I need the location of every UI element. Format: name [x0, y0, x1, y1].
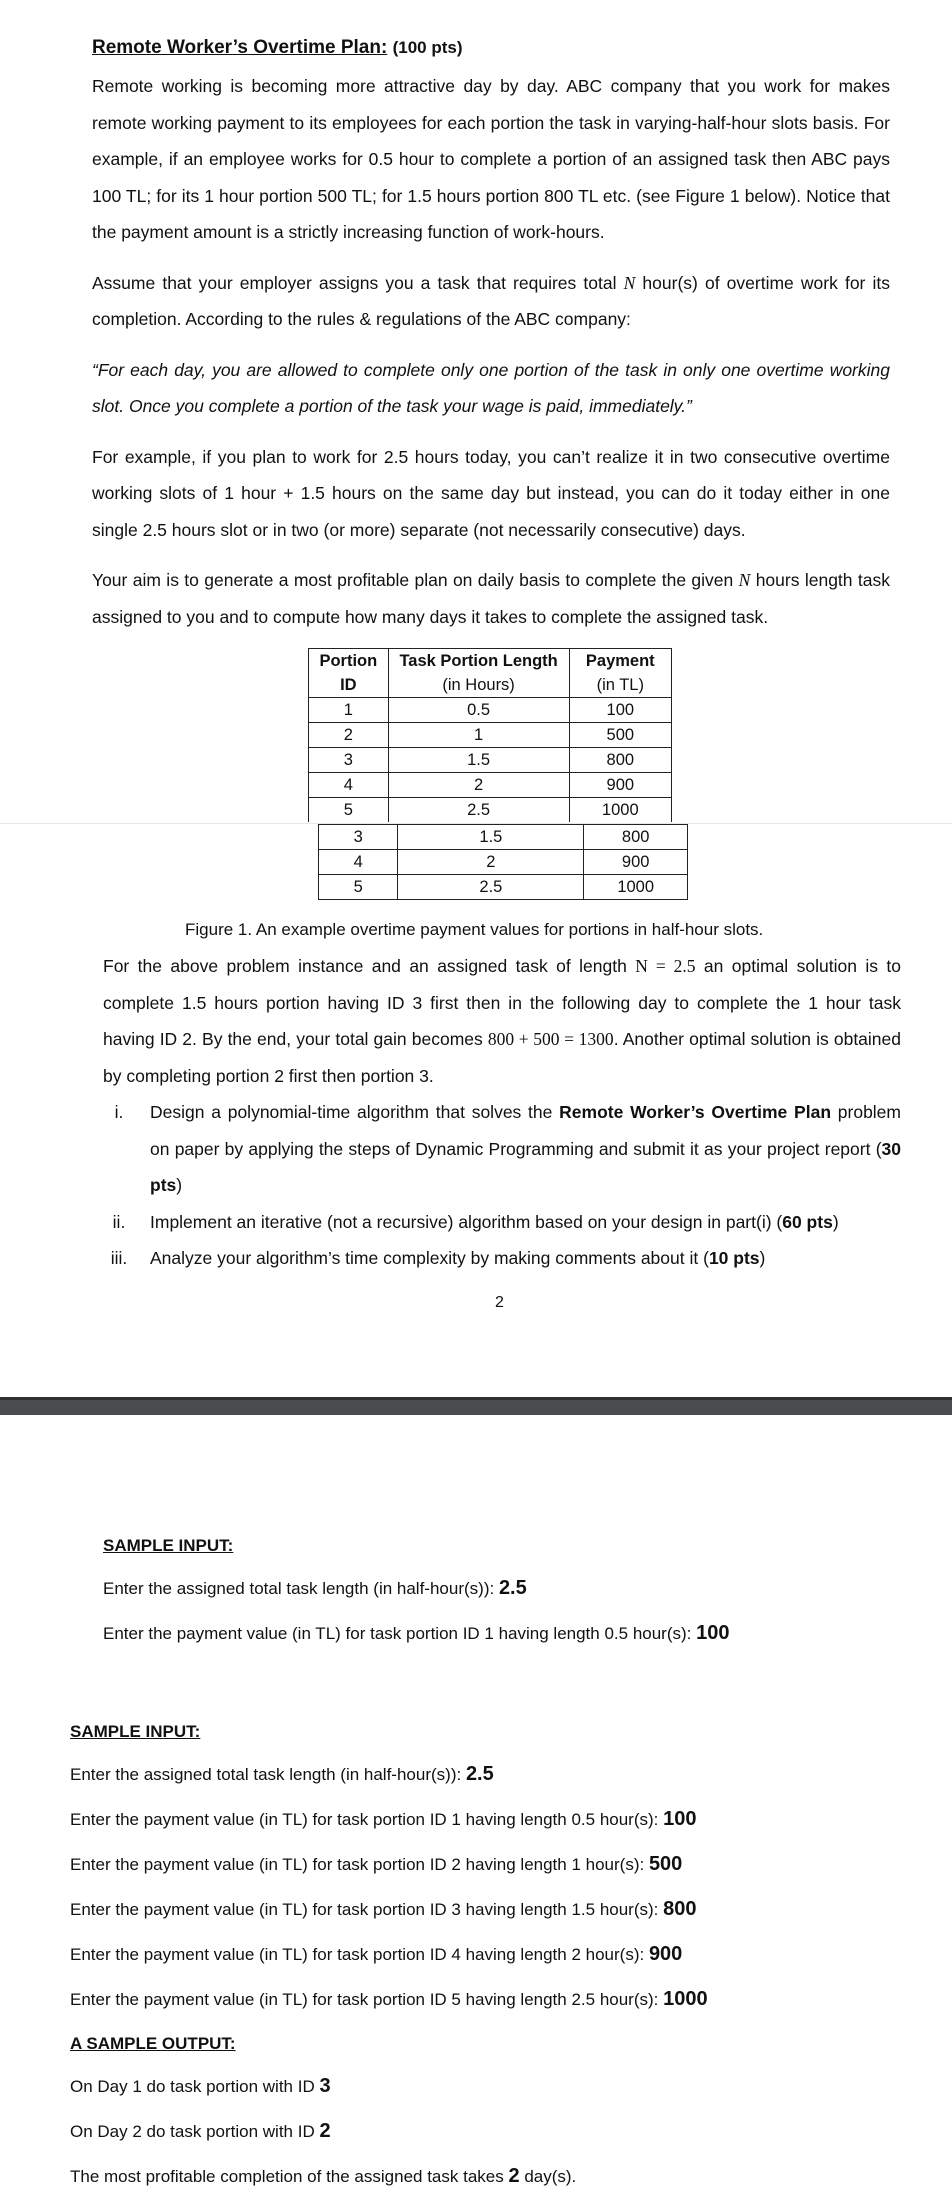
table-row: 1 0.5 100	[309, 698, 672, 723]
list-item: i. Design a polynomial-time algorithm that solves the Remote Worker’s Overtime Plan problem on paper by applying the steps of Dynamic Programming and submit it as your project report (30 pts)	[114, 1102, 901, 1195]
sample-output-line: The most profitable completion of the assigned task takes 2 day(s).	[70, 2165, 577, 2187]
sample-input-line: Enter the assigned total task length (in half-hour(s)): 2.5	[103, 1577, 527, 1599]
intro-paragraph: Remote working is becoming more attractive day by day. ABC company that you work for makes remote working payment to its employees for each portion the task in varying-half-hour slots basis. For example, if an employee works for 0.5 hour to complete a portion of an assigned task then ABC pays 100 TL; for its 1 hour portion 500 TL; for 1.5 hours portion 800 TL etc. (see Figure 1 below). Notice that the payment amount is a strictly increasing function of work-hours.	[92, 76, 890, 242]
math-n: N	[738, 570, 751, 590]
sample-input-line: Enter the payment value (in TL) for task portion ID 2 having length 1 hour(s): 500	[70, 1853, 683, 1875]
page-number: 2	[495, 1294, 504, 1311]
payment-table-continued	[318, 824, 688, 900]
sample-input-line: Enter the payment value (in TL) for task portion ID 4 having length 2 hour(s): 900	[70, 1943, 683, 1965]
sample-output-line: On Day 2 do task portion with ID 2	[70, 2120, 331, 2142]
sample-input-heading: SAMPLE INPUT:	[70, 1722, 201, 1741]
figure-caption: Figure 1. An example overtime payment values for portions in half-hour slots.	[185, 920, 764, 939]
table-row: 3 1.5 800	[309, 748, 672, 773]
solution-paragraph: For the above problem instance and an assigned task of length N = 2.5 an optimal solution is to complete 1.5 hours portion having ID 3 first then in the following day to complete the 1 hour task having ID 2. By the end, your total gain becomes 800 + 500 = 1300. Another optimal solution is obtained by completing portion 2 first then portion 3.	[103, 956, 901, 1086]
sample-output-heading: A SAMPLE OUTPUT:	[70, 2034, 236, 2053]
table-row: 5 2.5 1000	[319, 875, 688, 900]
sample-input-line: Enter the assigned total task length (in half-hour(s)): 2.5	[70, 1763, 494, 1785]
table-row: 4 2 900	[319, 850, 688, 875]
sample-input-line: Enter the payment value (in TL) for task portion ID 1 having length 0.5 hour(s): 100	[70, 1808, 697, 1830]
math-n-value: N = 2.5	[635, 956, 696, 976]
list-item: ii. Implement an iterative (not a recursive) algorithm based on your design in part(i) (60 pts)	[112, 1211, 839, 1232]
page-3-region	[103, 1532, 923, 1648]
table-row: 5 2.5 1000	[309, 798, 672, 823]
sample-output-line: On Day 1 do task portion with ID 3	[70, 2075, 331, 2097]
sample-input-line: Enter the payment value (in TL) for task portion ID 1 having length 0.5 hour(s): 100	[103, 1622, 730, 1644]
sample-input-line: Enter the payment value (in TL) for task portion ID 5 having length 2.5 hour(s): 1000	[70, 1988, 708, 2010]
page-divider-bar	[0, 1397, 952, 1415]
example-paragraph: For example, if you plan to work for 2.5 hours today, you can’t realize it in two consecutive overtime working slots of 1 hour + 1.5 hours on the same day but instead, you can do it today either in one single 2.5 hours slot or in two (or more) separate (not necessarily consecutive) days.	[92, 446, 890, 540]
table-row: 4 2 900	[309, 773, 672, 798]
table-row: 2 1 500	[309, 723, 672, 748]
aim-paragraph: Your aim is to generate a most profitable plan on daily basis to complete the given N hours length task assigned to you and to compute how many days it takes to complete the assigned task.	[92, 570, 890, 627]
payment-table	[308, 648, 672, 822]
problem-title-line	[92, 30, 890, 66]
table-row: 3 1.5 800	[319, 825, 688, 850]
list-item: iii. Analyze your algorithm’s time complexity by making comments about it (10 pts)	[110, 1248, 766, 1268]
sample-input-heading: SAMPLE INPUT:	[103, 1536, 234, 1555]
sample-input-line: Enter the payment value (in TL) for task portion ID 3 having length 1.5 hour(s): 800	[70, 1898, 697, 1920]
header-length: Task Portion Length (in Hours)	[388, 649, 569, 698]
page-4-region	[70, 1718, 930, 2191]
problem-points: (100 pts)	[392, 38, 463, 57]
table-header-row	[309, 649, 672, 698]
header-portion-id: Portion ID	[309, 649, 389, 698]
header-payment: Payment (in TL)	[569, 649, 671, 698]
task-list	[88, 1094, 901, 1277]
math-total: 800 + 500 = 1300	[487, 1029, 614, 1049]
page-2-region	[103, 948, 901, 1277]
rules-quote: “For each day, you are allowed to complete only one portion of the task in only one overtime working slot. Once you complete a portion of the task your wage is paid, immediately.”	[92, 359, 890, 416]
problem-title: Remote Worker’s Overtime Plan:	[92, 37, 388, 58]
math-n: N	[623, 272, 636, 293]
page-1-region	[92, 30, 890, 635]
assumption-paragraph: Assume that your employer assigns you a task that requires total N hour(s) of overtime work for its completion. According to the rules & regulations of the ABC company:	[92, 272, 891, 329]
